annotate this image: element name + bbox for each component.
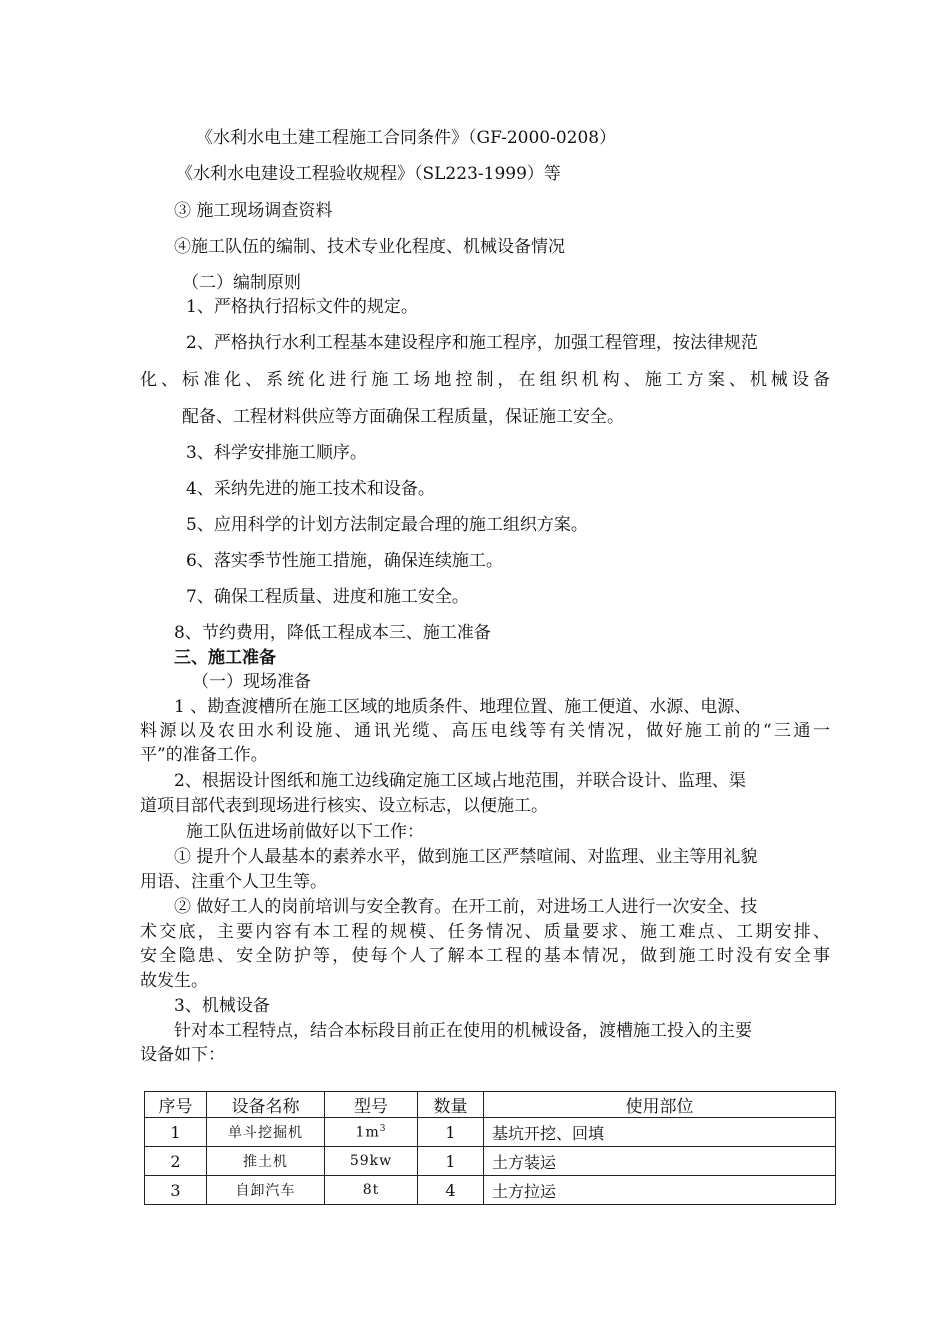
section-heading-preparation: 三、施工准备 bbox=[174, 648, 276, 668]
principle-7: 7、确保工程质量、进度和施工安全。 bbox=[186, 587, 469, 607]
header-equipment-name: 设备名称 bbox=[207, 1092, 325, 1118]
cell-equipment-name: 推土机 bbox=[207, 1147, 325, 1176]
principle-2-line-2: 化、标准化、系统化进行施工场地控制，在组织机构、施工方案、机械设备 bbox=[140, 370, 830, 390]
equipment-intro-line-2: 设备如下： bbox=[140, 1045, 225, 1065]
principle-5: 5、应用科学的计划方法制定最合理的施工组织方案。 bbox=[186, 515, 588, 535]
principle-3: 3、科学安排施工顺序。 bbox=[186, 443, 367, 463]
principle-2-line-3: 配备、工程材料供应等方面确保工程质量，保证施工安全。 bbox=[182, 407, 624, 427]
equipment-table bbox=[144, 1091, 836, 1205]
cell-equipment-name: 单斗挖掘机 bbox=[207, 1118, 325, 1147]
paragraph-2-line-2: 道项目部代表到现场进行核实、设立标志，以便施工。 bbox=[140, 796, 548, 816]
cell-quantity: 4 bbox=[418, 1176, 484, 1205]
principle-6: 6、落实季节性施工措施，确保连续施工。 bbox=[186, 551, 503, 571]
cell-no: 2 bbox=[145, 1147, 207, 1176]
cell-usage: 土方装运 bbox=[484, 1147, 836, 1176]
cell-quantity: 1 bbox=[418, 1147, 484, 1176]
cell-usage: 基坑开挖、回填 bbox=[484, 1118, 836, 1147]
header-model: 型号 bbox=[325, 1092, 418, 1118]
equipment-intro-line-1: 针对本工程特点，结合本标段目前正在使用的机械设备，渡槽施工投入的主要 bbox=[174, 1021, 752, 1041]
team-prep-2-line-2: 术交底，主要内容有本工程的规模、任务情况、质量要求、施工难点、工期安排、 bbox=[140, 922, 830, 942]
paragraph-1-line-1: 1 、勘查渡槽所在施工区域的地质条件、地理位置、施工便道、水源、电源、 bbox=[174, 697, 752, 717]
table-row bbox=[145, 1147, 836, 1176]
team-prep-2-line-3: 安全隐患、安全防护等，使每个人了解本工程的基本情况，做到施工时没有安全事 bbox=[140, 946, 830, 966]
cell-equipment-name: 自卸汽车 bbox=[207, 1176, 325, 1205]
cell-usage: 土方拉运 bbox=[484, 1176, 836, 1205]
team-prep-2-line-4: 故发生。 bbox=[140, 971, 208, 991]
header-no: 序号 bbox=[145, 1092, 207, 1118]
paragraph-1-line-2: 料源以及农田水利设施、通讯光缆、高压电线等有关情况，做好施工前的“三通一 bbox=[140, 721, 830, 741]
cell-quantity: 1 bbox=[418, 1118, 484, 1147]
principle-2-line-1: 2、严格执行水利工程基本建设程序和施工程序，加强工程管理，按法律规范 bbox=[186, 333, 758, 353]
team-prep-1-line-1: ① 提升个人最基本的素养水平，做到施工区严禁喧闹、对监理、业主等用礼貌 bbox=[174, 847, 758, 867]
reference-contract-conditions: 《水利水电土建工程施工合同条件》（GF-2000-0208） bbox=[196, 128, 617, 148]
cell-model: 8t bbox=[325, 1176, 418, 1205]
table-header-row bbox=[145, 1092, 836, 1118]
cell-model: $1m^3$ bbox=[325, 1118, 418, 1147]
header-quantity: 数量 bbox=[418, 1092, 484, 1118]
team-prep-2-line-1: ② 做好工人的岗前培训与安全教育。在开工前，对进场工人进行一次安全、技 bbox=[174, 897, 758, 917]
section-heading-principles: （二）编制原则 bbox=[182, 273, 301, 293]
team-prep-1-line-2: 用语、注重个人卫生等。 bbox=[140, 872, 327, 892]
header-usage: 使用部位 bbox=[484, 1092, 836, 1118]
table-row bbox=[145, 1118, 836, 1147]
cell-no: 1 bbox=[145, 1118, 207, 1147]
principle-1: 1、严格执行招标文件的规定。 bbox=[186, 297, 418, 317]
team-prep-heading: 施工队伍进场前做好以下工作： bbox=[186, 822, 424, 842]
table-row bbox=[145, 1176, 836, 1205]
principle-4: 4、采纳先进的施工技术和设备。 bbox=[186, 479, 435, 499]
subsection-heading-equipment: 3、机械设备 bbox=[174, 996, 270, 1016]
item-team-organization: ④施工队伍的编制、技术专业化程度、机械设备情况 bbox=[174, 237, 565, 257]
principle-8: 8、节约费用，降低工程成本三、施工准备 bbox=[174, 623, 491, 643]
subsection-heading-site: （一）现场准备 bbox=[192, 672, 311, 692]
reference-acceptance-code: 《水利水电建设工程验收规程》（SL223-1999）等 bbox=[176, 164, 561, 184]
item-site-survey: ③ 施工现场调查资料 bbox=[174, 201, 333, 221]
cell-model: 59kw bbox=[325, 1147, 418, 1176]
cell-no: 3 bbox=[145, 1176, 207, 1205]
paragraph-1-line-3: 平”的准备工作。 bbox=[140, 745, 268, 765]
paragraph-2-line-1: 2、根据设计图纸和施工边线确定施工区域占地范围，并联合设计、监理、渠 bbox=[174, 771, 746, 791]
